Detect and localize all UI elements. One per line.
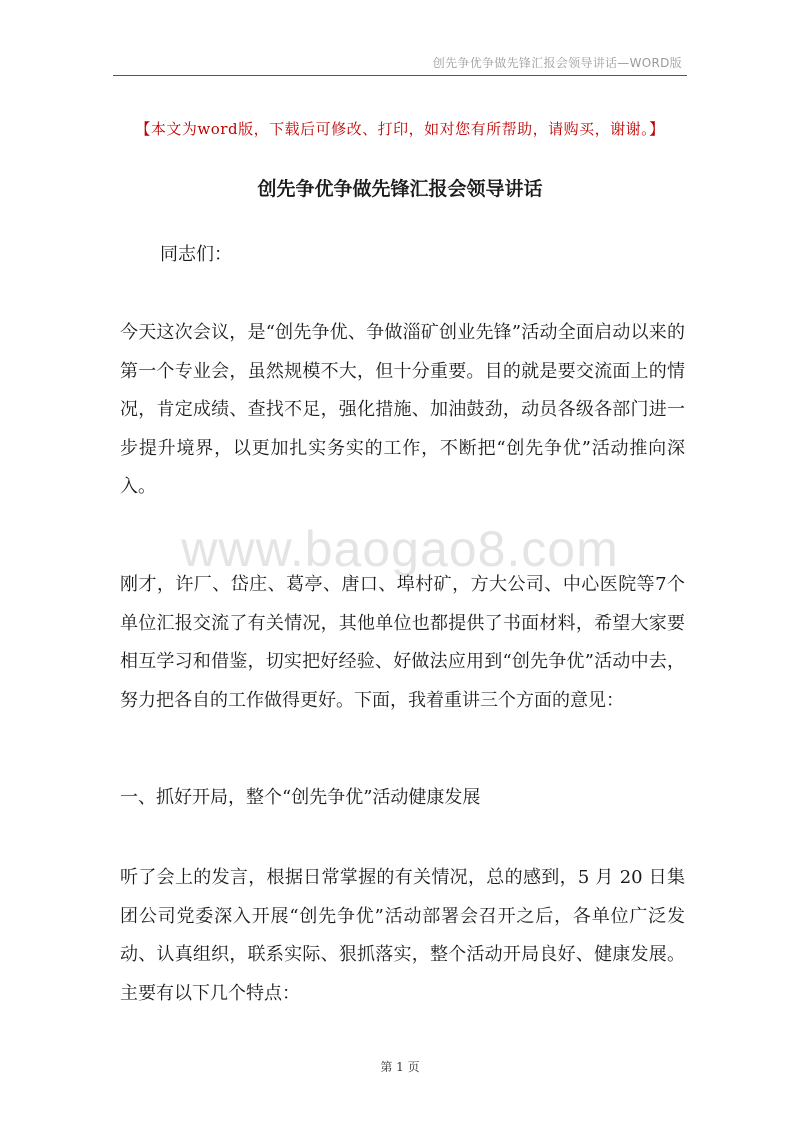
body-paragraph: 今天这次会议，是“创先争优、争做淄矿创业先锋”活动全面启动以来的第一个专业会，虽然规模不大，但十分重要。目的就是要交流面上的情况，肯定成绩、查找不足，强化措施、加油鼓劲，动员各级各部门进一步提升境界，以更加扎实务实的工作，不断把“创先争优”活动推向深入。 [120, 322, 685, 497]
body-paragraph: 刚才，许厂、岱庄、葛亭、唐口、埠村矿，方大公司、中心医院等7个单位汇报交流了有关情况，其他单位也都提供了书面材料，希望大家要相互学习和借鉴，切实把好经验、好做法应用到“创先争优”活动中去，努力把各自的工作做得更好。下面，我着重讲三个方面的意见： [120, 574, 685, 711]
header-divider [113, 75, 687, 76]
document-title: 创先争优争做先锋汇报会领导讲话 [257, 178, 543, 200]
running-header: 创先争优争做先锋汇报会领导讲话—WORD版 [432, 56, 682, 70]
page-number: 第 1 页 [380, 1060, 420, 1074]
body-paragraph: 听了会上的发言，根据日常掌握的有关情况，总的感到，5 月 20 日集团公司党委深入开展“创先争优”活动部署会召开之后，各单位广泛发动、认真组织，联系实际、狠抓落实，整个活动开局良好、健康发展。主要有以下几个特点： [120, 867, 685, 1004]
section-heading: 一、抓好开局，整个“创先争优”活动健康发展 [120, 787, 481, 808]
salutation: 同志们： [160, 244, 232, 265]
purchase-notice: 【本文为word版，下载后可修改、打印，如对您有所帮助，请购买，谢谢。】 [135, 120, 665, 138]
watermark: www.baogao8.com [181, 521, 619, 577]
